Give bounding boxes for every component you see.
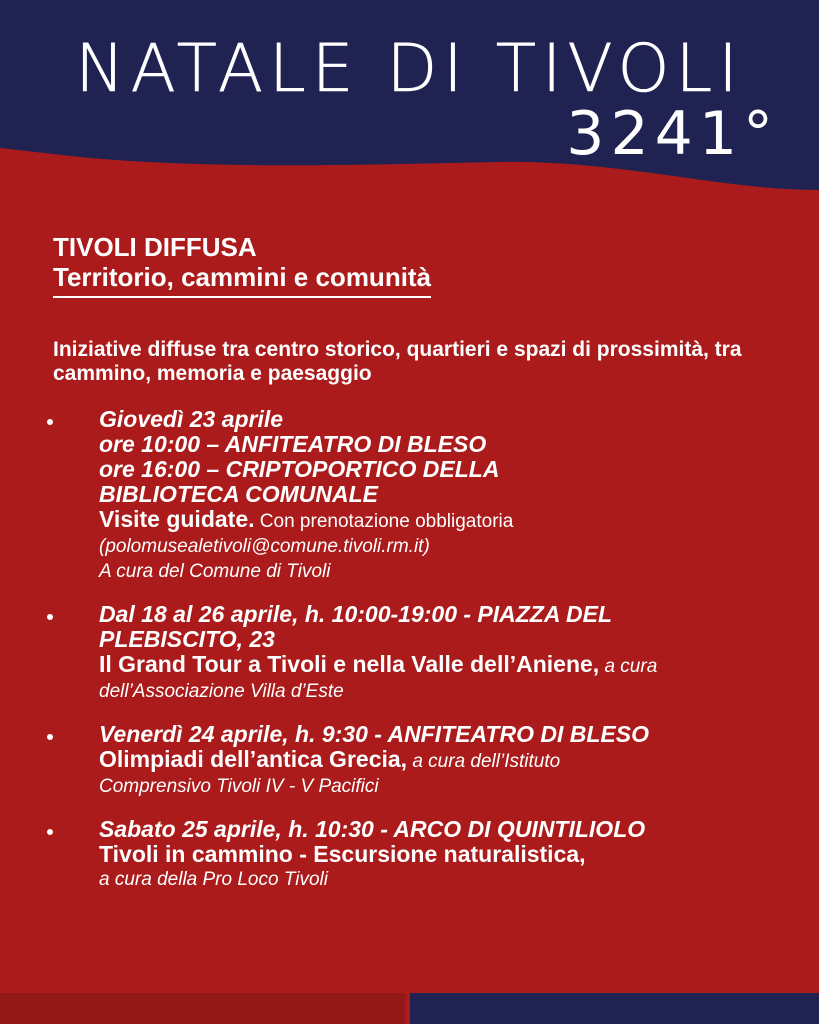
footer-bar-red [0,993,405,1024]
event-name: Olimpiadi dell’antica Grecia, [99,746,408,772]
event-email: (polomusealetivoli@comune.tivoli.rm.it) [99,536,430,557]
event-time: ore 10:00 – ANFITEATRO DI BLESO [99,431,487,457]
bullet-icon [47,614,53,620]
event-time: ore 16:00 – CRIPTOPORTICO DELLA [99,456,500,482]
event-item [47,817,777,892]
event-when: Sabato 25 aprile, h. 10:30 - ARCO DI QUINTILIOLO [99,816,646,842]
event-when: Venerdì 24 aprile, h. 9:30 - ANFITEATRO DI BLESO [99,721,649,747]
event-description [99,652,777,679]
event-item [47,602,777,704]
intro-text: Iniziative diffuse tra centro storico, quartieri e spazi di prossimità, tra cammino, memoria e paesaggio [53,338,742,385]
event-list [47,407,777,910]
event-description [99,747,777,774]
bullet-icon [47,419,53,425]
event-organizer: a cura [599,656,658,677]
event-description [99,507,777,534]
bullet-icon [47,829,53,835]
event-date: Giovedì 23 aprile [99,406,284,432]
footer-bar-navy [410,993,819,1024]
event-organizer: A cura del Comune di Tivoli [99,561,331,582]
section-title: TIVOLI DIFFUSA [53,232,257,262]
event-name: Visite guidate. [99,506,255,532]
event-location: BIBLIOTECA COMUNALE [99,481,378,507]
event-item [47,407,777,584]
event-name: Tivoli in cammino - Escursione naturalistica, [99,841,586,867]
event-organizer: a cura della Pro Loco Tivoli [99,869,329,890]
section-subtitle: Territorio, cammini e comunità [53,262,431,298]
event-organizer: a cura dell’Istituto [407,751,561,772]
event-name: Il Grand Tour a Tivoli e nella Valle dell’Aniene, [99,651,600,677]
event-when: Dal 18 al 26 aprile, h. 10:00-19:00 - PIAZZA DEL [99,601,613,627]
page-title: NATALE DI TIVOLI [75,30,744,107]
event-organizer: Comprensivo Tivoli IV - V Pacifici [99,776,379,797]
event-organizer: dell’Associazione Villa d’Este [99,681,344,702]
bullet-icon [47,734,53,740]
edition-number: 3241° [566,99,779,169]
event-location: PLEBISCITO, 23 [99,626,275,652]
event-item [47,722,777,799]
event-note: Con prenotazione obbligatoria [254,511,514,532]
section-header [53,232,431,298]
